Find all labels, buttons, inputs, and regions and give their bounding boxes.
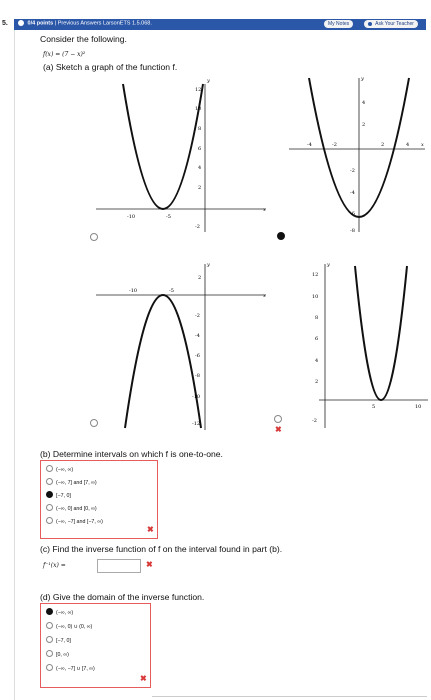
y-tick: -8 [195, 373, 200, 379]
parabola-curve [125, 295, 201, 428]
y-tick: 2 [198, 275, 202, 281]
x-tick: 10 [415, 404, 422, 410]
radio-button-selected[interactable] [46, 491, 53, 498]
x-axis-label: x [421, 142, 424, 148]
radio-button[interactable] [46, 664, 53, 671]
part-b-options [40, 460, 158, 539]
x-tick: -2 [332, 142, 337, 148]
question-header-bar [2, 19, 426, 30]
header-separator: | [54, 20, 57, 27]
part-b-incorrect-icon: ✖ [147, 525, 154, 534]
radio-button[interactable] [46, 517, 53, 524]
y-tick: -6 [195, 353, 200, 359]
graph-option-c [91, 260, 276, 432]
y-tick: -12 [192, 421, 201, 427]
option-label: (−∞, 7] and [7, ∞) [56, 480, 97, 486]
part-d-incorrect-icon: ✖ [140, 674, 147, 683]
y-ticks [312, 272, 318, 424]
part-d-option[interactable] [46, 622, 92, 630]
y-tick: -4 [195, 333, 200, 339]
x-tick: -5 [169, 288, 174, 294]
option-label: (−∞, −7] and [−7, ∞) [56, 519, 103, 525]
part-a-label: (a) Sketch a graph of the function f. [43, 62, 178, 72]
y-axis-label: y [327, 262, 330, 268]
graph-a-radio[interactable] [90, 233, 98, 241]
radio-button[interactable] [46, 504, 53, 511]
part-a-incorrect-icon: ✖ [275, 425, 282, 434]
part-d-option[interactable] [46, 664, 95, 672]
x-tick: -4 [307, 142, 312, 148]
x-axis-label: x [263, 207, 266, 213]
option-label: (−∞, ∞) [56, 610, 74, 616]
part-b-label: (b) Determine intervals on which f is one-to-one. [40, 449, 223, 459]
graph-b-radio[interactable] [277, 232, 285, 240]
my-notes-label: My Notes [328, 21, 350, 27]
ask-teacher-label: Ask Your Teacher [375, 21, 414, 27]
parabola-curve [355, 266, 407, 400]
question-number: 5. [2, 20, 8, 27]
my-notes-button[interactable] [324, 20, 353, 28]
y-tick: -6 [350, 211, 355, 217]
part-b-option[interactable] [46, 478, 97, 486]
graph-option-b [287, 74, 427, 234]
question-content [14, 30, 427, 700]
parabola-curve [123, 84, 203, 209]
y-tick: 8 [198, 126, 202, 132]
y-ticks [350, 100, 365, 234]
option-label: [−7, 0] [56, 638, 71, 644]
part-d-label: (d) Give the domain of the inverse function. [40, 592, 205, 602]
y-tick: 10 [312, 294, 319, 300]
y-tick: -2 [195, 313, 200, 319]
part-d-option[interactable] [46, 636, 71, 644]
y-tick: 6 [315, 336, 319, 342]
x-axis-label: x [263, 293, 266, 299]
y-tick: 2 [362, 122, 366, 128]
y-tick: -2 [312, 418, 317, 424]
function-formula: f(x) = (7 − x)² [43, 51, 86, 58]
graph-option-d [295, 258, 430, 430]
part-b-option[interactable] [46, 504, 97, 512]
y-axis-label: y [361, 76, 364, 82]
option-label: (−∞, 0] and [0, ∞) [56, 506, 97, 512]
points-text: 0/4 points [27, 20, 54, 27]
x-tick: 5 [372, 404, 376, 410]
y-tick: -2 [195, 224, 200, 230]
option-label: (−∞, 0) ∪ (0, ∞) [56, 624, 93, 630]
x-tick: 2 [381, 142, 385, 148]
x-ticks [372, 404, 421, 410]
y-tick: -8 [350, 228, 355, 234]
x-tick: -10 [127, 214, 136, 220]
y-tick: -4 [350, 190, 355, 196]
option-label: [−7, 0] [56, 493, 71, 499]
y-axis-label: y [207, 78, 210, 84]
y-tick: 10 [195, 106, 202, 112]
x-tick: -5 [166, 214, 171, 220]
x-tick: -10 [129, 288, 138, 294]
plus-icon [368, 22, 372, 26]
graph-c-radio[interactable] [90, 419, 98, 427]
y-tick: -2 [350, 168, 355, 174]
part-d-option[interactable] [46, 608, 73, 616]
option-label: (−∞, ∞) [56, 467, 74, 473]
radio-button[interactable] [46, 636, 53, 643]
radio-button[interactable] [46, 622, 53, 629]
prompt-text: Consider the following. [40, 34, 127, 44]
y-tick: 2 [198, 185, 202, 191]
y-tick: 4 [198, 165, 202, 171]
part-b-option[interactable] [46, 491, 71, 499]
part-b-option[interactable] [46, 517, 103, 525]
y-tick: 6 [198, 146, 202, 152]
inverse-function-input[interactable] [97, 559, 141, 573]
y-tick: 12 [312, 272, 319, 278]
part-c-label: (c) Find the inverse function of f on the interval found in part (b). [40, 544, 283, 554]
x-ticks [127, 214, 171, 220]
y-tick: 2 [315, 379, 319, 385]
option-label: (−∞, −7] ∪ [7, ∞) [56, 666, 95, 672]
header-left [18, 20, 152, 26]
y-ticks [195, 87, 201, 230]
y-tick: 8 [315, 315, 319, 321]
score-status-icon [18, 20, 24, 26]
part-d-option[interactable] [46, 650, 69, 658]
divider [152, 696, 427, 697]
radio-button-selected[interactable] [46, 608, 53, 615]
y-tick: 4 [315, 358, 319, 364]
part-d-options [40, 603, 151, 688]
ask-teacher-button[interactable] [364, 20, 418, 28]
graph-d-radio[interactable] [274, 415, 282, 423]
y-tick: -10 [192, 394, 201, 400]
y-tick: 4 [362, 100, 366, 106]
previous-answers-link[interactable]: Previous Answers [57, 20, 102, 27]
radio-button[interactable] [46, 478, 53, 485]
radio-button[interactable] [46, 650, 53, 657]
part-c-incorrect-icon: ✖ [146, 560, 153, 569]
source-text: LarsonETS 1.5.068. [102, 20, 152, 27]
radio-button[interactable] [46, 465, 53, 472]
graph-option-a [91, 78, 276, 235]
option-label: [0, ∞) [56, 652, 69, 658]
y-tick: 12 [195, 87, 202, 93]
x-tick: 4 [406, 142, 410, 148]
x-ticks [129, 288, 174, 294]
inverse-input-label: f⁻¹(x) = [43, 562, 66, 569]
y-axis-label: y [207, 262, 210, 268]
part-b-option[interactable] [46, 465, 73, 473]
